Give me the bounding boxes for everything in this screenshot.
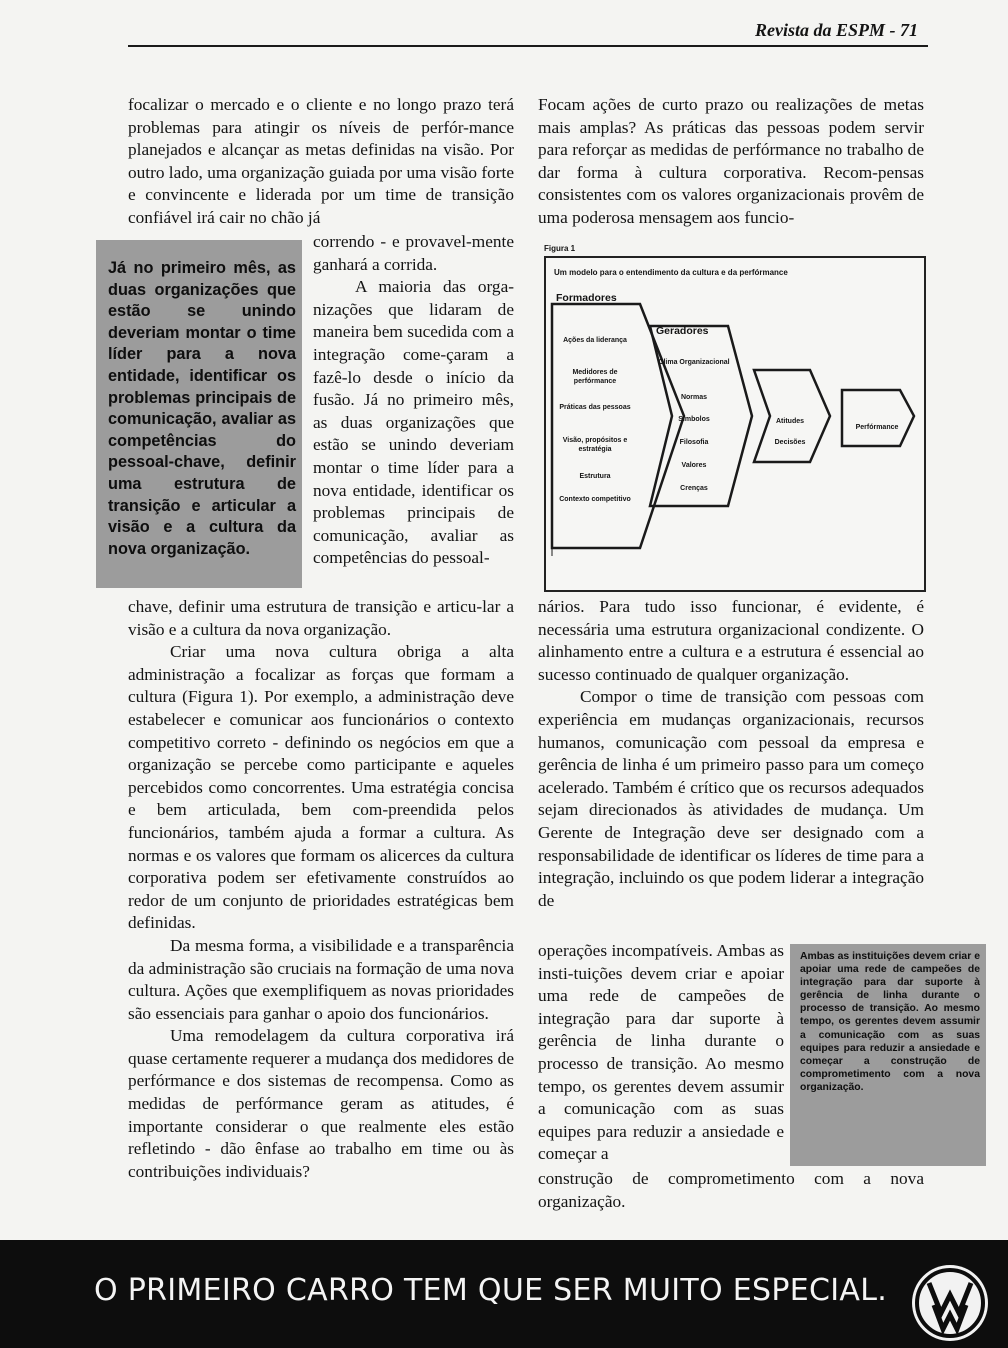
- left-paragraph-3: Criar uma nova cultura obriga a alta administração a focalizar as forças que formam a cultura (Figura 1). Por exemplo, a administração deve estabelecer e comunicar aos funcionários o contexto competitivo correto - definindo os negócios em que a organização se percebe como participante e aqueles percebidos como concorrentes. Uma estratégia concisa e bem articulada, bem com-preendida pelos funcionários, também ajuda a formar a cultura. As normas e os valores que formam os alicerces da cultura corporativa podem ser efetivamente construídos ao redor de um conjunto de prioridades estratégicas bem definidas.: [128, 642, 514, 933]
- right-paragraph-1: Focam ações de curto prazo ou realizações de metas mais amplas? As práticas das pessoas podem servir para reforçar as medidas de perfórmance no trabalho de dar forma à cultura corporativa. Recom-pensas consistentes com os valores organizacionais provêm de uma poderosa mensagem aos funcio-: [538, 95, 924, 227]
- right-paragraph-1-end: nários. Para tudo isso funcionar, é evidente, é necessária uma estrutura organizacional condizente. O alinhamento entre a cultura e a estrutura é essencial ao sucesso continuado de qualquer organização.: [538, 597, 924, 684]
- figure-title: Um modelo para o entendimento da cultura e da perfórmance: [554, 268, 788, 277]
- formador-item: Visão, propósitos e estratégia: [562, 437, 628, 453]
- gerador-item: Filosofia: [679, 439, 709, 446]
- gerador-item: Clima Organizacional: [658, 359, 730, 366]
- left-paragraph-1-end: correndo - e provavel-mente ganhará a corrida.: [313, 232, 514, 274]
- formador-item: Contexto competitivo: [559, 496, 631, 503]
- header-rule: [128, 45, 928, 47]
- performance-shape: [842, 390, 914, 446]
- gerador-item: Símbolos: [678, 416, 710, 423]
- page-header-title: Revista da ESPM - 71: [754, 20, 918, 40]
- geradores-heading: Geradores: [656, 325, 709, 337]
- left-paragraph-1: focalizar o mercado e o cliente e no longo prazo terá problemas para atingir os níveis de perfór-mance planejados e alcançar as metas definidas na visão. Por outro lado, uma organização guiada por uma visão forte e convincente e liderada por um time de transição confiável irá cair no chão já: [128, 95, 514, 227]
- ad-slogan: O PRIMEIRO CARRO TEM QUE SER MUITO ESPECIAL.: [94, 1273, 888, 1308]
- left-paragraph-2-end: chave, definir uma estrutura de transição e articu-lar a visão e a cultura da nova organização.: [128, 597, 514, 639]
- pull-quote-2: Ambas as instituições devem criar e apoiar uma rede de campeões de integração para dar suporte à gerência de linha durante o processo de transição. Ao mesmo tempo, os gerentes devem assumir a comunicação com as suas equipes para reduzir a ansiedade e começar a construção de comprometimento com a nova organização.: [790, 944, 986, 1166]
- figure-label: Figura 1: [544, 244, 576, 253]
- formador-item: Medidores de perfórmance: [572, 369, 618, 385]
- gerador-item: Valores: [681, 462, 707, 469]
- left-paragraph-2-start: A maioria das orga-nizações que lidaram de maneira bem sucedida com a integração come-çaram a fazê-lo desde o início da fusão. Já no primeiro mês, as duas organizações que estão se unindo deveriam montar o time líder para a nova entidade, identificar os problemas principais de comunicação, avaliar as competências do pessoal-: [313, 277, 514, 568]
- left-paragraph-5: Uma remodelagem da cultura corporativa irá quase certamente requerer a mudança dos medidores de perfórmance e dos sistemas de recompensa. Como as medidas de perfórmance geram as atitudes, é importante considerar o que realmente eles estão refletindo - dão ênfase ao trabalho em time ou às contribuições individuais?: [128, 1026, 514, 1181]
- right-paragraph-3-end: construção de comprometimento com a nova organização.: [538, 1169, 924, 1211]
- formador-item: Ações da liderança: [563, 337, 627, 344]
- left-wrap-column: [313, 231, 514, 570]
- formador-item: Práticas das pessoas: [559, 404, 631, 411]
- left-lower-column: [128, 596, 514, 1183]
- vw-logo-icon: [912, 1265, 988, 1341]
- right-lower-column: [538, 596, 924, 912]
- formadores-heading: Formadores: [556, 292, 617, 304]
- gerador-item: Crenças: [680, 485, 708, 492]
- right-paragraph-3: Compor o time de transição com pessoas com experiência em mudanças organizacionais, recursos humanos, comunicação com pessoal da empresa e gerência de linha é um primeiro passo para um começo acelerado. Também é crítico que os recursos adequados sejam direcionados às atividades de mudança. Um Gerente de Integração deve ser designado com a responsabilidade de identificar os líderes de time para a integração, incluindo os que podem liderar a integração de: [538, 687, 924, 910]
- left-paragraph-4: Da mesma forma, a visibilidade e a transparência da administração são cruciais na formação de uma nova cultura. Ações que exemplifiquem as novas prioridades são essenciais para ganhar o apoio dos funcionários.: [128, 935, 514, 1023]
- gerador-item: Normas: [680, 394, 708, 401]
- atitudes-item: Decisões: [774, 439, 806, 446]
- atitudes-item: Atitudes: [776, 418, 804, 425]
- formador-item: Estrutura: [579, 473, 611, 480]
- pull-quote-1: Já no primeiro mês, as duas organizações que estão se unindo deveriam montar o time líder para a nova entidade, identificar os problemas principais de comunicação, avaliar as competências do pessoal-chave, definir uma estrutura de transição e articular a visão e a cultura da nova organização.: [96, 240, 302, 588]
- right-paragraph-3-wrap: operações incompatíveis. Ambas as insti-tuições devem criar e apoiar uma rede de campeões de integração para dar suporte à gerência de linha durante o processo de transição. Ao mesmo tempo, os gerentes devem assumir a comunicação com as suas equipes para reduzir a ansiedade e começar a: [538, 941, 784, 1164]
- atitudes-shape: [754, 370, 830, 462]
- performance-label: Perfórmance: [855, 424, 899, 431]
